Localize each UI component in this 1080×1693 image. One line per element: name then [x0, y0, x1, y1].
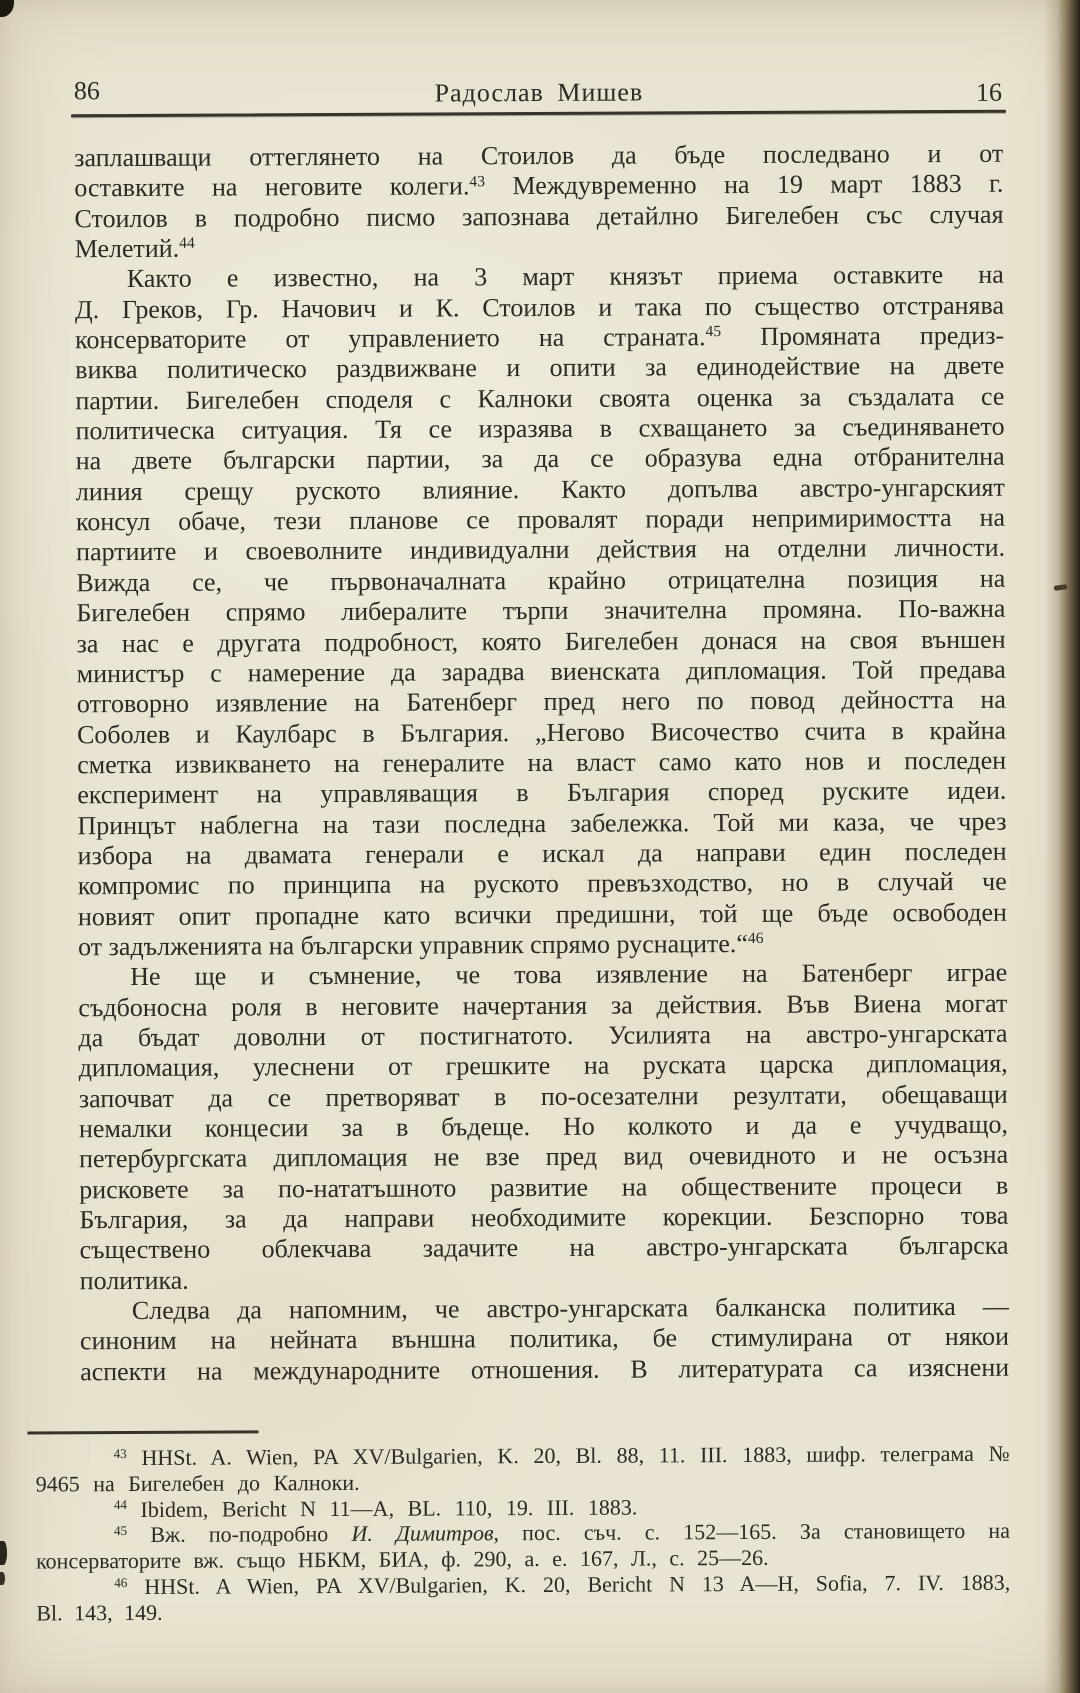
footnote-ref: 44 — [179, 235, 195, 253]
body-line — [78, 1019, 1007, 1054]
page-header — [74, 72, 1004, 111]
body-line — [74, 139, 1003, 174]
text-run: партиите и своеволните индивидуални действия на отделни личности. — [76, 533, 1006, 567]
body-line — [78, 988, 1007, 1023]
body-line — [79, 1201, 1008, 1236]
scan-artifact-left-edge — [0, 1572, 5, 1585]
text-run: Соболев и Каулбарс в България. „Негово Височество счита в крайна — [76, 715, 1007, 749]
text-run: министър с намерение да зарадва виенската дипломация. Той предава — [76, 654, 1006, 689]
text-run: съдбоносна роля в неговите начертания за действия. Във Виена могат — [78, 988, 1008, 1022]
text-run: И. Димитров — [351, 1520, 494, 1547]
footnote-number: 44 — [113, 1497, 128, 1513]
body-line — [76, 473, 1005, 508]
footnote-line — [36, 1518, 1010, 1549]
body-line — [78, 958, 1007, 993]
text-run: избора на двамата генерали е искал да направи един последен — [77, 836, 1007, 871]
text-run: Бигелебен спрямо либералите търпи значителна промяна. По-важна — [76, 593, 1006, 628]
footnote-ref: 43 — [469, 173, 486, 191]
text-run: на двете български партии, за да се образува една отбранителна — [75, 442, 1005, 476]
footnote-number: 45 — [113, 1523, 128, 1539]
text-run: новият опит пропадне като всички предишни, той ще бъде освободен — [77, 897, 1007, 931]
text-run: , пос. съч. с. 152—165. За становището на — [493, 1518, 1010, 1546]
body-line — [80, 1352, 1009, 1387]
body-line — [77, 746, 1006, 781]
body-line — [75, 412, 1004, 447]
text-run: Мелетий. — [74, 233, 180, 264]
text-run: Вижда се, че първоначалната крайно отрицателна позиция на — [76, 563, 1006, 598]
footnote-number: 43 — [113, 1445, 127, 1461]
body-line — [79, 1049, 1008, 1084]
footnote — [36, 1570, 1010, 1626]
text-run: HHSt. A. Wien, PA XV/Bulgarien, K. 20, Bl. 88, 11. III. 1883, шифр. телеграма № — [126, 1440, 1010, 1471]
text-run: аспекти на международните отношения. В литературата са изяснени — [80, 1352, 1010, 1387]
body-line — [76, 564, 1005, 599]
header-rule — [71, 110, 1006, 118]
page-number-right: 16 — [975, 77, 1002, 107]
text-run: да бъдат доволни от постигнатото. Усилията на австро-унгарската — [78, 1018, 1008, 1053]
body-line — [79, 1231, 1008, 1266]
text-run: Д. Греков, Гр. Начович и К. Стоилов и така по същество отстранява — [74, 290, 1005, 324]
body-line — [75, 381, 1004, 416]
text-run: Ibidem, Bericht N 11—A, BL. 110, 19. III. 1883. — [126, 1494, 638, 1522]
text-run: Вж. по-подробно — [127, 1521, 352, 1548]
text-run: Стоилов в подробно писмо запознава детайлно Бигелебен със случая — [74, 199, 1004, 233]
text-run: Както е известно, на 3 март князът приема оставките на — [126, 260, 1004, 294]
page-number-left: 86 — [73, 76, 100, 106]
body-line — [80, 1322, 1009, 1357]
text-run: политическа ситуация. Тя се изразява в схващането за съединяването — [75, 411, 1005, 446]
running-title: Радослав Мишев — [434, 77, 644, 108]
text-run: консерваторите вж. също НБКМ, БИА, ф. 290, а. е. 167, Л., с. 25—26. — [36, 1545, 769, 1574]
text-run: партии. Бигелебен споделя с Калноки своята оценка за създалата се — [75, 381, 1005, 416]
text-run: Не ще и съмнение, че това изявление на Батенберг играе — [130, 957, 1008, 992]
body-text — [74, 139, 1009, 1388]
footnote-line — [36, 1595, 1010, 1626]
body-line — [77, 806, 1006, 841]
text-run: дипломация, улеснени от грешките на руската царска дипломация, — [78, 1049, 1008, 1083]
text-run: 9465 на Бигелебен до Калноки. — [35, 1469, 360, 1497]
body-line — [78, 928, 1007, 963]
body-line — [75, 260, 1004, 295]
text-run: консул обаче, тези планове се провалят поради непримиримостта на — [75, 502, 1006, 537]
text-run: политика. — [79, 1265, 189, 1295]
text-run: синоним на нейната външна политика, бе стимулирана от някои — [79, 1322, 1010, 1356]
text-run: HHSt. A Wien, PA XV/Bulgarien, K. 20, Bericht N 13 A—H, Sofia, 7. IV. 1883, — [127, 1569, 1011, 1600]
text-run: консерваторите от управлението на страната. — [75, 322, 706, 355]
body-line — [76, 594, 1005, 629]
body-line — [77, 655, 1006, 690]
footnotes — [36, 1441, 1011, 1626]
text-run: рисковете за по-нататъшното развитие на обществените процеси в — [79, 1170, 1009, 1204]
page-edge-shadow — [1044, 0, 1080, 1693]
footnote — [36, 1441, 1010, 1497]
text-run: започват да се претворяват в по-осезателни резултати, обещаващи — [78, 1079, 1008, 1113]
text-run: България, за да направи необходимите корекции. Безспорно това — [79, 1200, 1009, 1235]
footnote-separator-rule — [27, 1430, 258, 1434]
text-run: линия срещу руското влияние. Както допълва австро-унгарският — [75, 472, 1005, 507]
body-line — [75, 321, 1004, 356]
body-line — [80, 1261, 1009, 1296]
text-run: заплашващи оттеглянето на Стоилов да бъде последвано и от — [74, 138, 1004, 173]
text-run: Bl. 143, 149. — [36, 1599, 163, 1626]
text-run: експеримент на управляващия в България според руските идеи. — [77, 775, 1007, 810]
text-run: компромис по принципа на руското превъзходство, но в случай че — [77, 866, 1007, 901]
body-line — [75, 230, 1004, 265]
body-line — [76, 442, 1005, 477]
body-line — [74, 169, 1003, 204]
body-line — [74, 199, 1003, 234]
text-run: отговорно изявление на Батенберг пред него по повод дейността на — [76, 684, 1006, 719]
footnote-number: 46 — [114, 1574, 128, 1590]
text-run: немалки концесии за в бъдеще. Но колкото и да е учудващо, — [78, 1109, 1009, 1144]
footnote-ref: 45 — [705, 323, 722, 341]
text-run: за нас е другата подробност, която Бигелебен донася на своя външен — [76, 624, 1006, 658]
body-line — [75, 351, 1004, 386]
text-run: Следва да напомним, че австро-унгарската балканска политика — — [131, 1291, 1009, 1326]
footnote-line — [36, 1441, 1010, 1472]
body-line — [78, 867, 1007, 902]
body-line — [76, 503, 1005, 538]
text-run: Принцът наблегна на тази последна забележка. Той ми каза, че чрез — [77, 806, 1007, 840]
text-run: Междувременно на 19 март 1883 г. — [484, 169, 1004, 201]
body-line — [75, 290, 1004, 325]
body-line — [79, 1110, 1008, 1145]
paragraph — [80, 1292, 1009, 1388]
paragraph — [75, 260, 1007, 962]
body-line — [79, 1079, 1008, 1114]
body-line — [77, 624, 1006, 659]
text-run: Промяната предиз- — [721, 320, 1005, 352]
footnote — [36, 1518, 1010, 1574]
text-run: съществено облекчава задачите на австро-унгарската българска — [79, 1231, 1009, 1265]
text-run: от задълженията на български управник спрямо руснаците.“ — [77, 928, 749, 962]
body-line — [79, 1170, 1008, 1205]
text-run: петербургската дипломация не взе пред вид очевидното и не осъзна — [79, 1140, 1009, 1174]
body-line — [79, 1140, 1008, 1175]
body-line — [78, 897, 1007, 932]
body-line — [77, 715, 1006, 750]
body-line — [76, 533, 1005, 568]
body-line — [77, 776, 1006, 811]
scan-artifact-left-edge — [0, 1541, 7, 1565]
text-run: виква политическо раздвижване и опити за единодействие на двете — [75, 351, 1005, 385]
paragraph — [78, 958, 1009, 1296]
text-run: оставките на неговите колеги. — [74, 171, 470, 203]
paragraph — [74, 139, 1004, 265]
text-run: сметка извикването на генералите на власт само като нов и последен — [77, 745, 1007, 780]
body-line — [78, 837, 1007, 872]
body-line — [77, 685, 1006, 720]
footnote-line — [36, 1570, 1010, 1601]
footnote-ref: 46 — [747, 930, 764, 948]
body-line — [80, 1292, 1009, 1327]
